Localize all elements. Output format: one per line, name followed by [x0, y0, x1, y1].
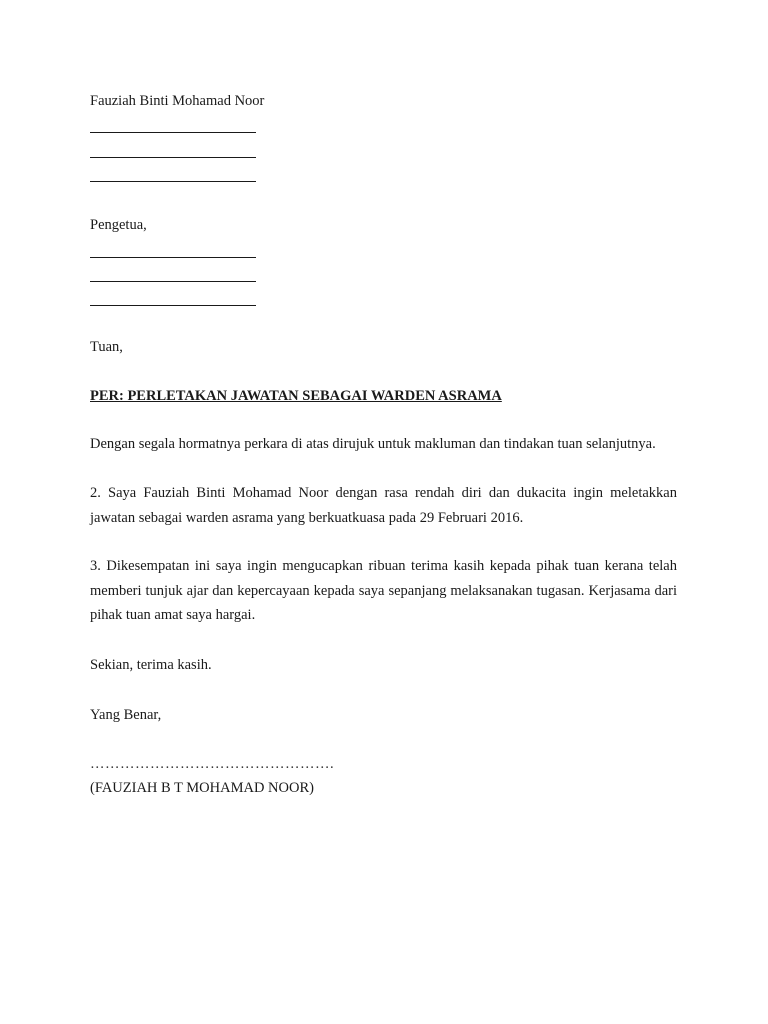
paragraph-1: Dengan segala hormatnya perkara di atas dirujuk untuk makluman dan tindakan tuan selanjutnya. [90, 436, 656, 452]
sender-address-line-1 [90, 132, 256, 133]
sign-off: Yang Benar, [90, 707, 162, 723]
sender-address-line-2 [90, 157, 256, 158]
recipient-address-line-2 [90, 281, 256, 282]
subject-heading: PER: PERLETAKAN JAWATAN SEBAGAI WARDEN ASRAMA [90, 388, 502, 404]
paragraph-2: 2. Saya Fauziah Binti Mohamad Noor dengan rasa rendah diri dan dukacita ingin meletakkan jawatan sebagai warden asrama yang berkuatkuasa pada 29 Februari 2016. [90, 485, 677, 526]
sender-name: Fauziah Binti Mohamad Noor [90, 93, 265, 109]
recipient-address-line-3 [90, 305, 256, 306]
recipient-address-line-1 [90, 257, 256, 258]
salutation: Tuan, [90, 339, 123, 355]
signature-line: …………………………………………. [90, 756, 335, 772]
signatory-name: (FAUZIAH B T MOHAMAD NOOR) [90, 780, 314, 796]
paragraph-3: 3. Dikesempatan ini saya ingin mengucapkan ribuan terima kasih kepada pihak tuan kerana telah memberi tunjuk ajar dan kepercayaan kepada saya sepanjang melaksanakan tugasan. Kerjasama dari pihak tuan amat saya hargai. [90, 558, 677, 623]
sender-address-line-3 [90, 181, 256, 182]
recipient-title: Pengetua, [90, 217, 147, 233]
closing-line: Sekian, terima kasih. [90, 657, 212, 673]
